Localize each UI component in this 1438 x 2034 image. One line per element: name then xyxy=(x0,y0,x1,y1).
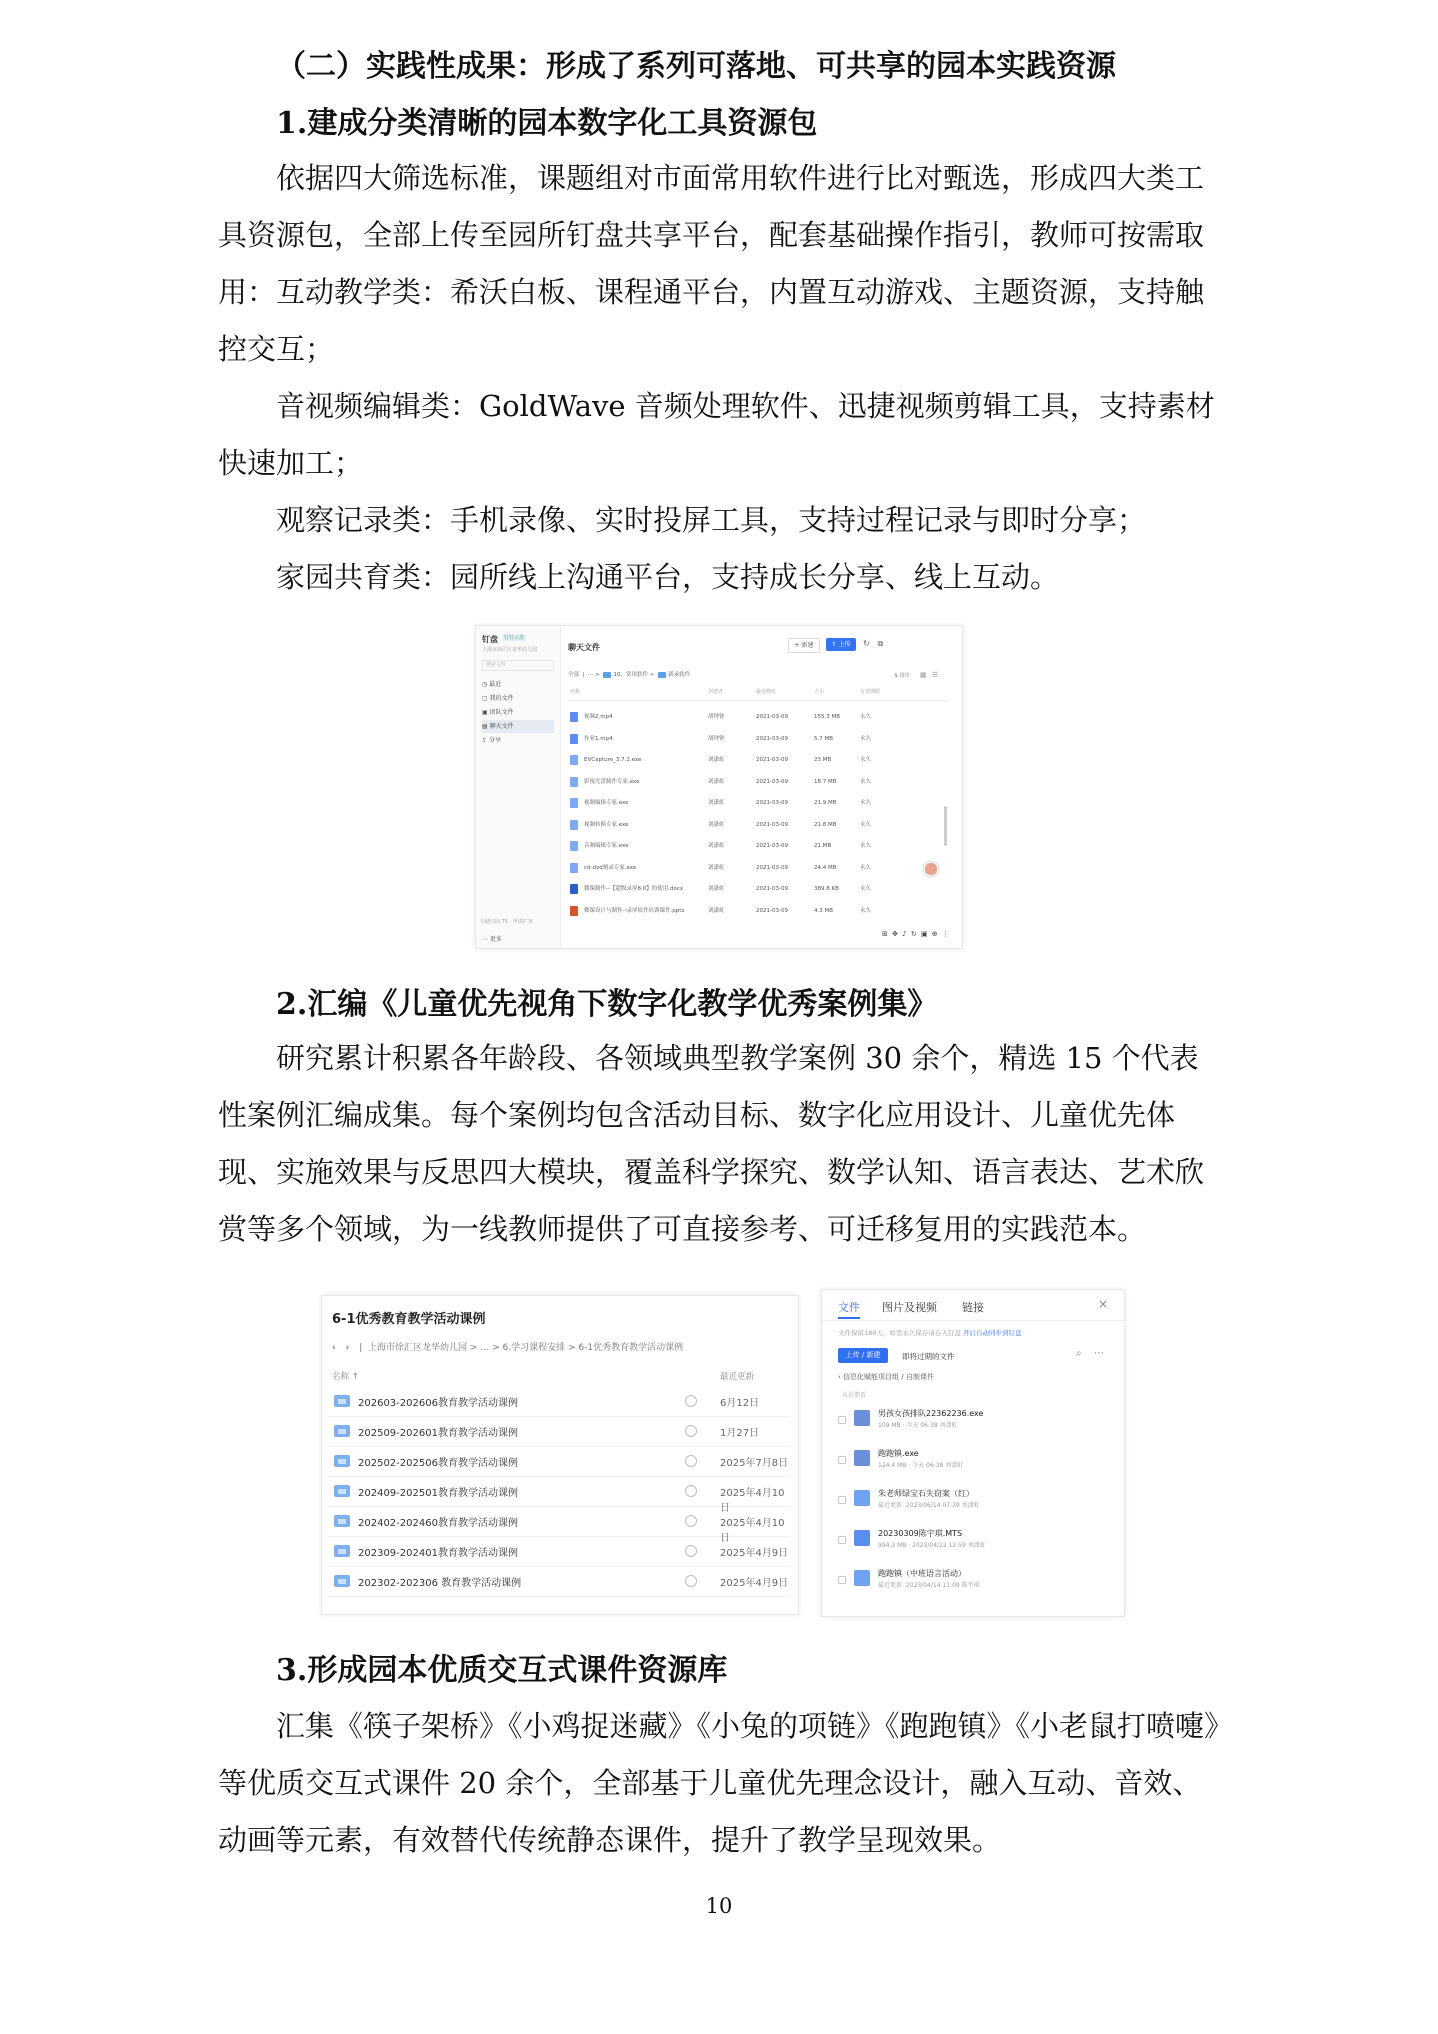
org-name: 上海市徐汇区龙华幼儿园 xyxy=(482,647,538,653)
list-item[interactable]: 202302-202306 教育教学活动课例 2025年4月9日 xyxy=(328,1566,790,1597)
paragraph-home: 家园共育类：园所线上沟通平台，支持成长分享、线上互动。 xyxy=(276,560,1060,594)
sync-status-icon xyxy=(685,1425,697,1437)
list-item[interactable]: 202309-202401教育教学活动课例 2025年4月9日 xyxy=(328,1536,790,1567)
table-row[interactable]: EVCapture_3.7.2.exe 刘潇虹 2021-03-09 23 MB 永久 xyxy=(568,749,948,771)
folder-icon xyxy=(334,1395,350,1407)
tab-media[interactable]: 图片及视频 xyxy=(882,1301,937,1314)
sort-button[interactable]: ⇅ 排序 xyxy=(894,673,910,679)
sidebar-item-recent[interactable]: ◷ 最近 xyxy=(482,681,502,688)
table-row[interactable]: 微课设计与制作--录屏软件培训课件.pptx 刘潇虹 2021-03-09 4.3 MB 永久 xyxy=(568,900,948,922)
sidebar-item-team-files[interactable]: ▣ 团队文件 xyxy=(482,709,514,716)
more-button[interactable]: ⋯ 更多 xyxy=(482,936,502,943)
upload-new-button[interactable]: 上传 / 新建 xyxy=(838,1348,888,1363)
sync-status-icon xyxy=(685,1455,697,1467)
list-item[interactable]: 朱老师绿宝石失窃案（红） 最近更新: 2023/06/14 07:39 刘潇虹 xyxy=(838,1484,1114,1520)
sidebar-item-chat-files[interactable]: ▤ 聊天文件 xyxy=(482,720,554,733)
table-row[interactable]: 影视光盘制作专家.exe 刘潇虹 2021-03-09 18.7 MB 永久 xyxy=(568,771,948,793)
paragraph-cases: 研究累计积累各年龄段、各领域典型教学案例 30 余个，精选 15 个代表性案例汇编成集。每个案例均包含活动目标、数字化应用设计、儿童优先体现、实施效果与反思四大模块，覆盖科学探究、数学认知、语言表达、艺术欣赏等多个领域，为一线教师提供了可直接参考、可迁移复用的实践范本。 xyxy=(218,1041,1205,1246)
item-checkbox[interactable] xyxy=(838,1456,846,1464)
heading-1: 1.建成分类清晰的园本数字化工具资源包 xyxy=(276,106,818,141)
heading-3: 3.形成园本优质交互式课件资源库 xyxy=(276,1653,728,1688)
folder-icon xyxy=(334,1485,350,1497)
table-row[interactable]: 微课制作--【超级录屏8.0】的使用.docx 刘潇虹 2021-03-09 389.8 KB 永久 xyxy=(568,878,948,900)
page-title: 聊天文件 xyxy=(568,643,600,652)
file-icon xyxy=(570,820,578,830)
close-icon[interactable]: × xyxy=(1098,1297,1109,1311)
brand-tag: 钉钉云盘 xyxy=(504,635,525,641)
folder-icon xyxy=(854,1570,870,1586)
upload-button[interactable]: ⇧ 上传 xyxy=(826,638,856,651)
table-row[interactable]: cd-dvd刻录专家.exe 刘潇虹 2021-03-09 24.4 MB 永久 xyxy=(568,857,948,879)
list-item[interactable]: 跑跑镇（中班语言活动） 最近更新: 2023/04/14 11:09 陈宇琪 xyxy=(838,1564,1114,1600)
file-icon xyxy=(854,1450,870,1466)
file-icon xyxy=(570,863,578,873)
paragraph-intro: 依据四大筛选标准，课题组对市面常用软件进行比对甄选，形成四大类工具资源包，全部上传至园所钉盘共享平台，配套基础操作指引，教师可按需取用： xyxy=(218,161,1205,309)
list-item[interactable]: 202509-202601教育教学活动课例 1月27日 xyxy=(328,1416,790,1447)
sync-status-icon xyxy=(685,1545,697,1557)
list-item[interactable]: 202402-202460教育教学活动课例 2025年4月10日 xyxy=(328,1506,790,1537)
toolbar-icons[interactable]: ⊞ ✥ ♪ ↻ ▣ ⊕ ⋮ xyxy=(882,930,950,938)
folder-title: 6-1优秀教育教学活动课例 xyxy=(332,1312,486,1327)
file-icon xyxy=(570,798,578,808)
folder-icon xyxy=(334,1575,350,1587)
new-button[interactable]: + 新建 xyxy=(788,638,820,653)
tab-links[interactable]: 链接 xyxy=(962,1301,984,1314)
sidebar-item-share[interactable]: ⇪ 分享 xyxy=(482,737,501,744)
list-item[interactable]: 202603-202606教育教学活动课例 6月12日 xyxy=(328,1386,790,1417)
table-row[interactable]: 视频2.mp4 胡钟钟 2021-03-09 155.3 MB 永久 xyxy=(568,706,948,728)
list-item[interactable]: 跑跑镇.exe 124.4 MB · 今天 06:38 刘潇虹 xyxy=(838,1444,1114,1480)
folder-icon xyxy=(334,1545,350,1557)
list-item[interactable]: 202409-202501教育教学活动课例 2025年4月10日 xyxy=(328,1476,790,1507)
file-icon xyxy=(570,755,578,765)
list-item[interactable]: 20230309陈宇琪.MTS 994.3 MB · 2023/04/22 12:59 刘潇虹 xyxy=(838,1524,1114,1560)
paragraph-av: 音视频编辑类：GoldWave 音频处理软件、迅捷视频剪辑工具，支持素材快速加工； xyxy=(218,389,1215,480)
chat-file-panel-screenshot xyxy=(822,1290,1124,1616)
forward-icon[interactable]: › xyxy=(345,1343,350,1353)
folder-icon xyxy=(334,1515,350,1527)
retention-note: 文件保留180天，如需永久保存请存入钉盘 开启自动同步到钉盘 xyxy=(838,1329,1022,1337)
breadcrumb: ‹ › | 上海市徐汇区龙华幼儿园 > … > 6.学习课程安排 > 6-1优秀教育教学活动课例 xyxy=(332,1343,684,1353)
tab-files[interactable]: 文件 xyxy=(838,1301,860,1314)
grid-view-icon[interactable]: ▦ xyxy=(920,671,927,679)
sync-status-icon xyxy=(685,1515,697,1527)
sidebar-item-my-files[interactable]: ▢ 我的文件 xyxy=(482,695,514,702)
list-item[interactable]: 202502-202506教育教学活动课例 2025年7月8日 xyxy=(328,1446,790,1477)
breadcrumb: ‹ 信息化赋能项目组 / 自制课件 xyxy=(838,1373,934,1381)
item-checkbox[interactable] xyxy=(838,1496,846,1504)
scrollbar[interactable] xyxy=(944,806,947,846)
search-icon[interactable]: ⌕ xyxy=(1076,1348,1082,1359)
select-all-checkbox[interactable]: 从近期看 xyxy=(842,1392,867,1399)
table-row[interactable]: 视频编辑专家.exe 刘潇虹 2021-03-09 21.9 MB 永久 xyxy=(568,792,948,814)
brand-logo: 钉盘 xyxy=(482,635,498,644)
course-folder-screenshot: 6-1优秀教育教学活动课例 ‹ › | 上海市徐汇区龙华幼儿园 > … > 6.学习课程安排 > 6-1优秀教育教学活动课例 名称 ↑ 最近更新 202603-202606教育教学活动课例 6月12日 202509-202601教育教学活动课例 1月27日 202502-202506教育教学活动课例 2025年7月8日 202409-202501教育教学活动课例 2025年4月10日 202402-202460教育教学活动课例 2025年4月10日 202309-202401教育教学活动课例 2025年4月9日 202302-202306 教育教学活动课例 2025年4月9日 xyxy=(322,1296,798,1614)
folder-icon xyxy=(334,1425,350,1437)
sync-link[interactable]: 开启自动同步到钉盘 xyxy=(963,1329,1022,1337)
list-view-icon[interactable]: ☰ xyxy=(932,671,939,679)
dingpan-screenshot xyxy=(476,626,962,948)
file-icon xyxy=(570,734,578,744)
paragraph-courseware: 汇集《筷子架桥》《小鸡捉迷藏》《小兔的项链》《跑跑镇》《小老鼠打喷嚏》等优质交互式课件 20 余个，全部基于儿童优先理念设计，融入互动、音效、动画等元素，有效替代传统静态课件，提升了教学呈现效果。 xyxy=(218,1709,1219,1857)
table-row[interactable]: 作业1.mp4 胡钟钟 2021-03-09 5.7 MB 永久 xyxy=(568,728,948,750)
sync-status-icon xyxy=(685,1575,697,1587)
file-icon xyxy=(570,777,578,787)
page-number: 10 xyxy=(705,1894,733,1918)
file-icon xyxy=(570,841,578,851)
list-item[interactable]: 男孩女孩排队22362236.exe 109 MB · 今天 06:38 刘潇虹 xyxy=(838,1404,1114,1440)
table-header: 名称 创建者 最近修改 大小 有效期限 xyxy=(568,688,948,701)
breadcrumb: 全部 | ⋯ > 10、常用软件 > 新录软件 xyxy=(568,672,691,678)
window-icon[interactable]: ⧉ xyxy=(877,639,884,648)
file-icon xyxy=(570,712,578,722)
avatar[interactable] xyxy=(924,862,938,876)
item-checkbox[interactable] xyxy=(838,1576,846,1584)
storage-caption: 存储空间 75 · 申请扩容 xyxy=(480,919,533,925)
item-checkbox[interactable] xyxy=(838,1416,846,1424)
search-input[interactable]: 搜索文件 xyxy=(482,660,554,671)
more-icon[interactable]: ⋯ xyxy=(1094,1348,1104,1359)
table-row[interactable]: 音频编辑专家.exe 刘潇虹 2021-03-09 21 MB 永久 xyxy=(568,835,948,857)
sidebar xyxy=(476,626,561,948)
tab-bar xyxy=(822,1290,1124,1321)
paragraph-interactive: 互动教学类：希沃白板、课程通平台，内置互动游戏、主题资源，支持触控交互； xyxy=(218,275,1205,366)
video-file-icon xyxy=(854,1530,870,1546)
file-icon xyxy=(570,884,578,894)
refresh-icon[interactable]: ↻ xyxy=(863,639,870,648)
back-icon[interactable]: ‹ xyxy=(332,1343,336,1353)
section-title: （二）实践性成果：形成了系列可落地、可共享的园本实践资源 xyxy=(276,49,1116,84)
file-icon xyxy=(854,1410,870,1426)
folder-icon xyxy=(334,1455,350,1467)
expiring-files-link[interactable]: 即将过期的文件 xyxy=(902,1352,955,1361)
file-main xyxy=(568,626,958,948)
folder-icon xyxy=(854,1490,870,1506)
paragraph-observe: 观察记录类：手机录像、实时投屏工具，支持过程记录与即时分享； xyxy=(276,503,1147,537)
sync-status-icon xyxy=(685,1395,697,1407)
file-icon xyxy=(570,906,578,916)
sync-status-icon xyxy=(685,1485,697,1497)
heading-2: 2.汇编《儿童优先视角下数字化教学优秀案例集》 xyxy=(276,987,938,1022)
item-checkbox[interactable] xyxy=(838,1536,846,1544)
table-row[interactable]: 视频转换专家.exe 刘潇虹 2021-03-09 21.8 MB 永久 xyxy=(568,814,948,836)
